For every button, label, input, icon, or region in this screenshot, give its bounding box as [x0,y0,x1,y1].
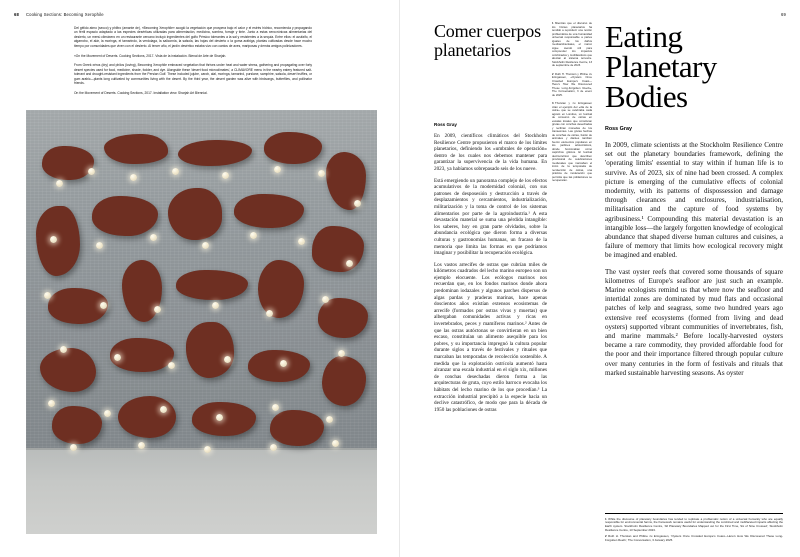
light-bulb [56,180,63,187]
footnote-text: While the discourse of planetary boundaries has tended to replicate a problematic notion of a universal humanity who are equally responsible for environmental harms, the framework remains useful for understanding the combined and multifaceted impacts affecting the Earth system. Stockholm Resilience Centre, 'All Planetary Boundaries Mapped out for the First Time, Six of Nine Crossed', Stockholm Resilience Centre, 13 September 2023. [605,516,783,532]
light-bulb [280,360,287,367]
left-caption-block [74,26,312,101]
sculpture-shape [186,322,234,378]
footnote-text: Ruth H. Thurstan and Philine zu Ermgassen, 'Oysters Once Crowded Europe's Coast—Here's How We Discovered These Long-Forgotten Reefs', The Conversation, 3 January 2025. [605,534,783,542]
light-bulb [160,406,167,413]
sculpture-shape [264,132,322,164]
light-bulb [338,350,345,357]
light-bulb [272,404,279,411]
spanish-paragraph: En 2009, científicos climáticos del Stockholm Resilience Centre propusieron el marco de los límites planetarios, definiendo los «umbrales de operación» dentro de los cuales nos debemos mantener para garantizar la supervivencia de la vida humana. En 2023, ya habíamos sobrepasado seis de los nueve. [434,133,547,172]
light-bulb [114,354,121,361]
running-head-left [14,12,104,17]
light-bulb [168,362,175,369]
footnote [605,518,783,533]
spanish-body [434,133,547,413]
sculpture-shape [42,146,94,180]
light-bulb [332,440,339,447]
photo-floor [26,448,377,534]
light-bulb [298,238,305,245]
light-bulb [222,172,229,179]
light-bulb [346,260,353,267]
light-bulb [266,310,273,317]
light-bulb [274,166,281,173]
light-bulb [130,174,137,181]
sculpture-shape [192,402,256,436]
light-bulb [250,232,257,239]
caption-credit-en: On the Movement of Deserts. Cooking Sections, 2017. Installation view. Sharjah Art Biennial. [74,91,208,96]
spanish-paragraph: Los vastos arrecifes de ostras que cubrían miles de kilómetros cuadrados del lecho marino europeo son un ejemplo elocuente. Los ecólogos marinos nos recuerdan que, en los fondos marinos donde ahora predominan iodazales y algunos parches dispersos de algas pardas y praderas marinas, hace apenas doscientos años existían extensos ecosistemas de arrecife (formados por ostras vivas y muertas) que albergaban comunidades activas y ricas en invertebrados, peces y mamíferos marinos.² Antes de que las ostras autóctonas se convirtieran en un bien escaso, constituían un alimento asequible para los pobres, y su importancia impregnó la cultura popular durante siglos a través de festivales y rituales que marcaban las temporadas de recolección sostenible. A medida que la explotación ostrícola aumentó hasta alcanzar una escala industrial en el siglo xix, millones de conchas desechadas dieron forma a las arquitecturas de gruta, cuyo estilo barroco evocaba los hábitats del lecho marino de los que procedían.³ La extracción industrial precipitó a la especie hacia un declive catastrófico, de modo que para la década de 1950 las poblaciones de ostras [434,261,547,413]
sculpture-shape [270,410,324,446]
light-bulb [138,442,145,449]
light-bulb [150,234,157,241]
light-bulb [224,356,231,363]
spanish-author: Ross Gray [434,122,457,127]
light-bulb [70,444,77,451]
sculpture-shape [92,196,158,236]
light-bulb [216,414,223,421]
light-bulb [354,200,361,207]
spanish-paragraph: Está emergiendo un panorama complejo de los efectos acumulativos de la modernidad colonial, con sus patrones de desposesión y destrucción a través de desplazamientos y cercamientos, industrialización, militarización y la toma de control de los sistemas alimentarios por parte de la agroindustria.¹ A esta devastación material se suma una pérdida intangible: los saberes, hoy en gran parte olvidados, sobre la abundancia ecológica que dieron forma a diversas culturas y gastronomías humanas, un fracaso de la memoria que limita las formas en que podríamos imaginar y posibilitar la recuperación ecológica. [434,177,547,257]
sidenote [552,102,592,183]
light-bulb [202,242,209,249]
light-bulb [88,168,95,175]
light-bulb [50,236,57,243]
english-paragraph: In 2009, climate scientists at the Stockholm Resilience Centre set out the planetary boundaries framework, defining the 'operating limits' essential to stay within if human life is to survive. As of 2023, six of nine had been crossed. A complex picture is emerging of the cumulative effects of colonial modernity, with its patterns of dispossession and damage through clearances and enclosures, industrialisation, militarisation and the capture of food systems by agribusiness.¹ Compounding this material devastation is an intangible loss—the largely forgotten knowledge of ecological abundance that shaped diverse human cultures and cuisines, a failure of memory that limits how ecological recovery might be imagined and enabled. [605,141,783,260]
folio-number-left: 68 [14,12,19,17]
english-footnotes [605,513,783,545]
sidenote-text: Mientras que el discurso de los límites planetarios ha tendido a reproducir una noción problemática de una humanidad universal responsable a partes iguales de los daños medioambientales, el marco sigue siendo útil para comprender los impactos combinados y multifacéticos que afectan al sistema terrestre. Stockholm Resilience Centre, 13 de septiembre de 2023. [552,22,592,67]
light-bulb [322,296,329,303]
sidenote [552,73,592,98]
running-head-right [781,12,786,17]
right-page [400,0,800,557]
light-bulb [154,306,161,313]
light-bulb [318,170,325,177]
installation-photograph [26,110,377,534]
sculpture-shape [248,350,310,382]
footnote-number: 2 [605,534,607,539]
sidenote-number: 2 [552,72,554,76]
spanish-column [434,22,547,418]
light-bulb [172,168,179,175]
light-bulb [104,410,111,417]
caption-paragraph-es: Del gélido atmo (secco) y philtro (amante de), «Becoming Xerophile» acogió la vegetación que prospera bajo el calor y el estrés hídrico, recomienda y propagando un fértil espacio adaptado a las especies desérticas utilizadas para alimentación, medicina, sombra, forraje y tinte. Junto a estas xerocrónicas alimentarias del desierto, un menú climáxero en un restaurante cercano incluyó ingredientes del golfo Pérsico tolerantes a la sal y resistentes a la sequía. Entre ellos: el azufaifo, el algarrobo, el alár, la moringa, el tamarindo, la verdolaga, la salicornia, la salsola, las hojas del desierto o la goma arábiga, plantas cultivadas desde hace mucho tiempo por comunidades que viven con el desierto. Al tercer año, el jardín desértico estaba vivo con cantos de aves, mariposas y demás amigos polinizadores. [74,26,312,48]
footnote [605,535,783,542]
sculpture-shape [104,134,168,164]
spanish-sidenotes [552,22,592,188]
spanish-title: Comer cuerpos planetarios [434,21,541,60]
folio-number-right: 69 [781,12,786,17]
light-bulb [100,302,107,309]
sculpture-shape [318,298,368,338]
folio-title-left: Cooking Sections: Becoming Xerophile [25,12,104,17]
sculpture-shape [312,226,364,272]
light-bulb [270,444,277,451]
sculpture-shape [176,270,248,300]
sidenote [552,22,592,68]
left-page [0,0,399,557]
sidenote-text: Ruth H. Thurston y Philine zu Ermgassen, «Oysters Once Crowded Europe's Coast—Here's How We Discovered These Long-Forgotten Reefs», The Conversation, 3 de enero de 2025. [552,72,592,97]
sculpture-shape [234,194,304,228]
sculpture-shape [52,406,102,444]
light-bulb [204,446,211,453]
english-title: Eating Planetary Bodies [605,19,717,114]
english-column [605,19,783,385]
sidenote-text: Thurstan y zu Ermgassen citan el ejemplo del «día de la ostra» que se celebraba cada agosto en Londres, un festival de consumo de ostras en escalas locales que construían grutas con conchas desechadas y recibían monedas de los transeúntes. Las grutas hechas de conchas de ostras, fusión de animales y diantes también fueron elementos populares en los jardines aristocráticos, donde funcionaban como caprichos góticos. El festival decimonónico que describen provisional de celebraciones medievales que marcaban el inicio de la temporada de recolección de ostras, una práctica de moderación que permitía que las poblaciones se recuperaran. [552,102,592,182]
sculpture-shape [48,288,108,324]
light-bulb [48,400,55,407]
light-bulb [60,346,67,353]
english-author: Ross Gray [605,126,632,132]
sculpture-shape [118,396,176,438]
caption-paragraph-en: From Greek xéros (dry) and philos (loving), Becoming Xerophile embraced vegetation that thrives under heat and water stress, gathering and propagating over forty desert species used for food, medicine, shade, fodder, and dye. Alongside these 'desert food microclimates', a CLIMAVORE menu in the nearby eatery featured salt-tolerant and drought-resistant ingredients from the Persian Gulf. These included jujube, carob, alal, moringa, tamarind, purslane, samphire, salsola, desert truffles, or gum arabic—plants long cultivated by communities living with the desert. By the third year, the desert garden was alive with birdsongs, butterflies, and pollinator friends. [74,63,312,86]
english-paragraph: The vast oyster reefs that covered some thousands of square kilometres of Europe's seafloor are just such an example. Marine ecologists remind us that where now the seafloor and intertidal zones are dominated by mud flats and occasional patches of kelp and seagrass, some two hundred years ago extensive reef ecosystems (formed from living and dead oysters) supported vibrant communities of invertebrates, fish, and marine mammals.² Before locally-harvested oysters became a rare commodity, they provided affordable food for the poor and their importance filtered through popular culture over many centuries in the form of festivals and rituals that marked sustainable harvesting seasons. As oyster [605,267,783,377]
sculpture-shape [168,188,222,240]
light-bulb [326,416,333,423]
footnote-number: 1 [605,516,607,521]
sidenote-number: 1 [552,22,554,25]
caption-credit-es: «On the Movement of Deserts. Cooking Sections, 2017. Vista de la instalación. Bienal de Arte de Sharjah. [74,54,227,59]
light-bulb [212,302,219,309]
sidenote-number: 3 [552,102,554,105]
sculpture-shape [36,206,80,276]
english-body [605,141,783,378]
light-bulb [96,242,103,249]
light-bulb [44,292,51,299]
